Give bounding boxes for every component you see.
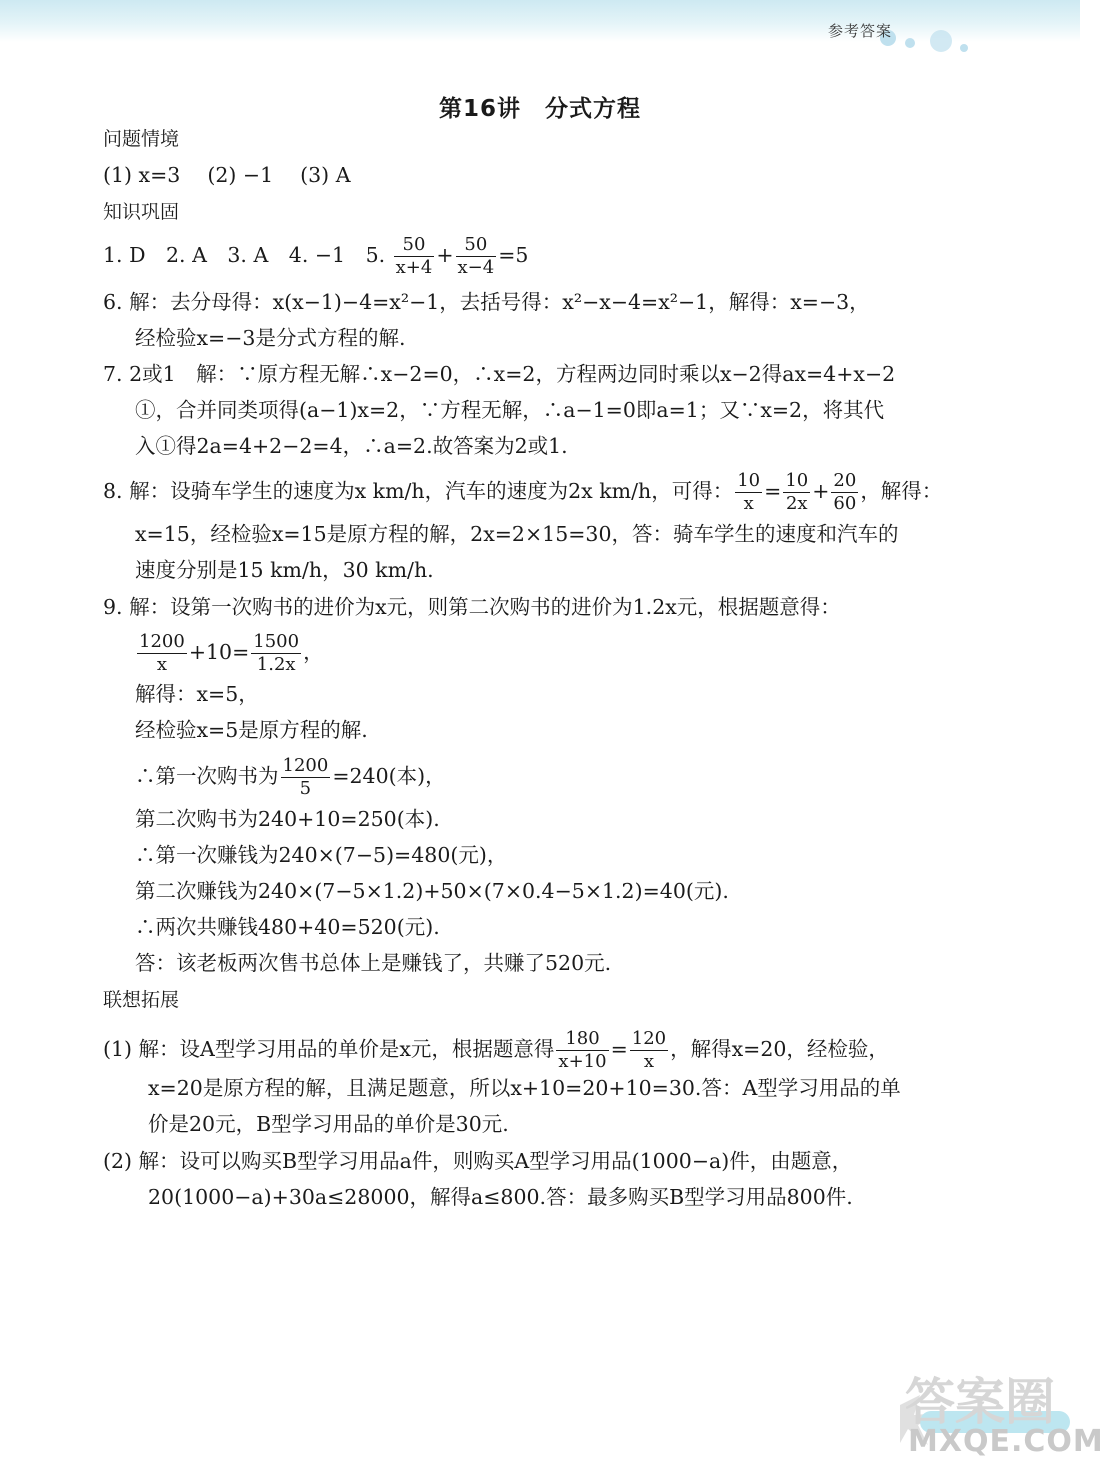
fraction-denominator: x+4 [395,257,433,278]
fraction [735,472,762,513]
fraction [251,633,301,674]
line-text: =5 [498,243,529,267]
answer-line: 20(1000−a)+30a≤28000，解得a≤800.答：最多购买B型学习用品800件. [148,1185,853,1209]
answer-line [103,472,942,513]
fraction [137,633,187,674]
answer-line: 第二次购书为240+10=250(本). [135,807,440,831]
decor-bubble [930,30,952,52]
section-heading: 问题情境 [103,128,180,150]
answer-line: (1) x=3 (2) −1 (3) A [103,163,351,187]
answer-line: 经检验x=−3是分式方程的解. [135,326,406,350]
answer-line [135,633,324,674]
answer-line: ∴两次共赚钱480+40=520(元). [135,915,440,939]
decor-bubble [960,44,968,52]
fraction [630,1030,668,1071]
fraction-denominator: 5 [299,778,312,799]
fraction-numerator: 1200 [282,755,329,776]
answer-line: 9. 解：设第一次购书的进价为x元，则第二次购书的进价为1.2x元，根据题意得： [103,595,841,619]
watermark-url: MXQE.COM [908,1424,1104,1459]
answer-line [135,757,446,798]
line-text: 8. 解：设骑车学生的速度为x km/h，汽车的速度为2x km/h，可得： [103,479,734,503]
answer-line [103,1030,889,1071]
line-text: (1) 解：设A型学习用品的单价是x元，根据题意得 [103,1037,555,1061]
fraction-numerator: 180 [556,1030,608,1051]
fraction-denominator: 2x [785,493,808,514]
fraction-denominator: x+10 [558,1051,607,1072]
answer-line: x=20是原方程的解，且满足题意，所以x+10=20+10=30.答：A型学习用品的单 [148,1076,901,1100]
fraction-numerator: 10 [785,470,809,491]
fraction-denominator: x [743,493,754,514]
fraction [456,236,497,277]
fraction-numerator: 10 [737,470,761,491]
answer-line: 6. 解：去分母得：x(x−1)−4=x²−1，去括号得：x²−x−4=x²−1，解得：x=−3， [103,290,870,314]
page-title: 第16讲 分式方程 [438,96,641,122]
answer-line: 经检验x=5是原方程的解. [135,718,368,742]
answer-line: 答：该老板两次售书总体上是赚钱了，共赚了520元. [135,951,612,975]
fraction-denominator: x−4 [457,257,495,278]
operator: + [436,243,454,267]
fraction-denominator: 60 [833,493,857,514]
watermark-cn: 答案圈 [905,1373,1055,1431]
operator: = [764,479,782,503]
header-band [0,0,1080,42]
fraction-numerator: 50 [456,236,497,257]
operator: + [812,479,830,503]
section-heading: 知识巩固 [103,201,180,223]
answer-line [103,236,528,277]
fraction [281,757,331,798]
answer-line: ①，合并同类项得(a−1)x=2，∵方程无解，∴a−1=0即a=1；又∵x=2，将其代 [135,398,885,422]
fraction-denominator: 1.2x [256,654,296,675]
answer-line: (2) 解：设可以购买B型学习用品a件，则购买A型学习用品(1000−a)件，由题意， [103,1149,853,1173]
line-text: ，解得x=20，经检验， [670,1037,889,1061]
answer-line: 解得：x=5， [135,682,259,706]
answer-line: 速度分别是15 km/h，30 km/h. [135,558,434,582]
fraction-numerator: 120 [631,1028,667,1049]
fraction [831,472,858,513]
decor-bubble [905,38,915,48]
line-text: 1. D 2. A 3. A 4. −1 5. [103,243,392,267]
header-label: 参考答案 [827,22,892,40]
line-text: ∴第一次购书为 [135,764,279,788]
answer-line: 价是20元，B型学习用品的单价是30元. [148,1112,509,1136]
answer-line: 入①得2a=4+2−2=4，∴a=2.故答案为2或1. [135,434,568,458]
answer-line: 第二次赚钱为240×(7−5×1.2)+50×(7×0.4−5×1.2)=40(元). [135,879,729,903]
fraction [783,472,810,513]
answer-line: x=15，经检验x=15是原方程的解，2x=2×15=30，答：骑车学生的速度和汽车的 [135,522,899,546]
line-text: =240(本)， [332,764,446,788]
fraction-denominator: x [156,654,167,675]
fraction [394,236,435,277]
line-text: +10= [188,640,250,664]
fraction-denominator: x [643,1051,654,1072]
fraction-numerator: 20 [833,470,857,491]
answer-line: 7. 2或1 解：∵原方程无解∴x−2=0，∴x=2，方程两边同时乘以x−2得ax=4+x−2 [103,362,896,386]
fraction-numerator: 50 [394,236,435,257]
line-text: ，解得： [860,479,943,503]
answer-line: ∴第一次赚钱为240×(7−5)=480(元)， [135,843,508,867]
fraction [556,1030,608,1071]
section-heading: 联想拓展 [103,989,180,1011]
line-text: ， [303,640,324,664]
fraction-numerator: 1500 [253,631,300,652]
operator: = [610,1037,628,1061]
fraction-numerator: 1200 [139,631,185,652]
